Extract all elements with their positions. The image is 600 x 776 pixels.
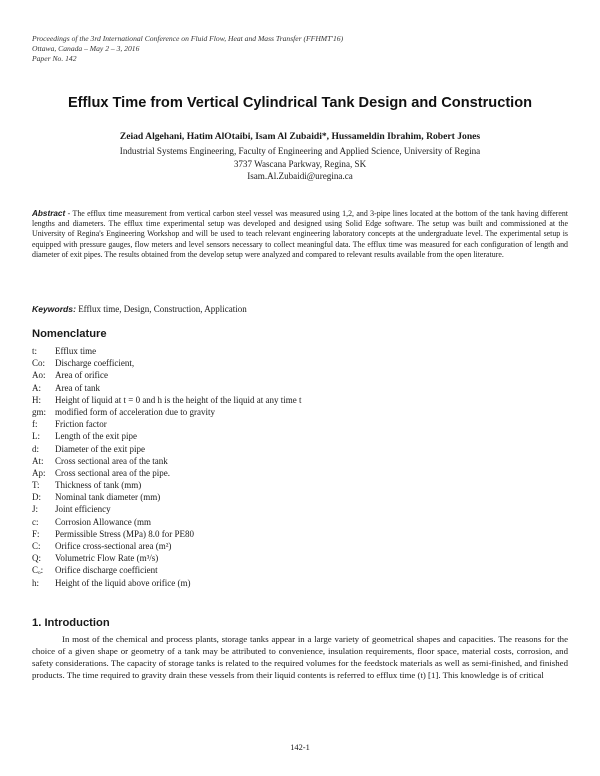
nomenclature-item (32, 443, 302, 455)
nomenclature-symbol: L: (32, 431, 40, 442)
nomenclature-description: Orifice cross-sectional area (m²) (55, 541, 172, 551)
nomenclature-item (32, 394, 302, 406)
nomenclature-item (32, 467, 302, 479)
nomenclature-symbol: h: (32, 577, 40, 588)
introduction-paragraph: In most of the chemical and process plants, storage tanks appear in a large variety of geometrical shapes and capacities. The reasons for the choice of a given shape or geometry of a tank may be attributed to convenience, insulation requirements, floor space, material costs, corrosion, and safety considerations. The capacity of storage tanks is related to the required volumes for the feedstock materials as well as semi-finished, and finished products. The time required to gravity drain these vessels from their liquid contents is referred to efflux time (t) [1]. This knowledge is of critical (32, 634, 568, 680)
nomenclature-item (32, 540, 302, 552)
nomenclature-symbol: A: (32, 382, 41, 393)
nomenclature-item (32, 345, 302, 357)
nomenclature-description: Height of the liquid above orifice (m) (55, 577, 191, 588)
nomenclature-description: Diameter of the exit pipe (55, 443, 145, 454)
nomenclature-symbol: Q: (32, 553, 41, 564)
nomenclature-symbol: T: (32, 480, 40, 491)
nomenclature-symbol: Ap: (32, 467, 46, 478)
affiliation-block (0, 145, 600, 183)
nomenclature-description: Discharge coefficient, (55, 358, 135, 369)
abstract-text: - The efflux time measurement from vertical carbon steel vessel was measured using 1,2, and 3-pipe lines located at the bottom of the tank having different lengths and diameters. The efflux time experimental setup was developed and designed using Solid Edge software. The setup was built and commissioned at the University of Regina's Engineering Workshop and will be used to teach relevant engineering laboratory concepts at the undergraduate level. The experimental setup is equipped with pressure gauges, flow meters and level sensors necessary to collect meaningful data. The efflux time was measured for each configuration of length and diameter of exit pipes. The results obtained from the develop setup were analyzed and compared to relevant results available from the open literature. (32, 209, 568, 259)
nomenclature-heading: Nomenclature (32, 328, 107, 340)
nomenclature-symbol: d: (32, 443, 40, 454)
abstract-section (32, 209, 568, 260)
nomenclature-item (32, 503, 302, 515)
nomenclature-item (32, 516, 302, 528)
nomenclature-description: Friction factor (55, 419, 107, 430)
nomenclature-description: Area of tank (55, 382, 100, 393)
nomenclature-description: Cross sectional area of the pipe. (55, 467, 170, 478)
affiliation-institution: Industrial Systems Engineering, Faculty of Engineering and Applied Science, University of Regina (119, 146, 481, 156)
author-list: Zeiad Algehani, Hatim AlOtaibi, Isam Al Zubaidi*, Hussameldin Ibrahim, Robert Jones (119, 131, 481, 142)
nomenclature-list (32, 345, 302, 589)
nomenclature-description: Joint efficiency (55, 504, 111, 515)
nomenclature-item (32, 577, 302, 589)
nomenclature-description: Thickness of tank (mm) (55, 480, 142, 491)
keywords-label: Keywords: (32, 304, 76, 314)
nomenclature-item (32, 479, 302, 491)
nomenclature-item (32, 357, 302, 369)
nomenclature-symbol: Cₒ: (32, 565, 44, 576)
nomenclature-description: Cross sectional area of the tank (55, 455, 168, 466)
nomenclature-item (32, 369, 302, 381)
nomenclature-description: Permissible Stress (MPa) 8.0 for PE80 (55, 528, 194, 539)
nomenclature-item (32, 491, 302, 503)
nomenclature-symbol: gm: (32, 406, 47, 417)
nomenclature-item (32, 552, 302, 564)
nomenclature-description: Length of the exit pipe (55, 431, 137, 442)
nomenclature-description: Nominal tank diameter (mm) (55, 492, 161, 503)
corresponding-email: Isam.Al.Zubaidi@uregina.ca (247, 171, 353, 182)
nomenclature-symbol: H: (32, 394, 41, 405)
nomenclature-symbol: f: (32, 419, 38, 430)
nomenclature-symbol: Ao: (32, 370, 46, 381)
nomenclature-symbol: t: (32, 346, 38, 356)
nomenclature-symbol: F: (32, 528, 40, 539)
nomenclature-symbol: Co: (32, 358, 46, 369)
nomenclature-item (32, 382, 302, 394)
nomenclature-symbol: C: (32, 541, 41, 551)
page-number: 142-1 (290, 743, 310, 752)
nomenclature-description: Efflux time (55, 346, 97, 356)
nomenclature-item (32, 528, 302, 540)
nomenclature-description: Volumetric Flow Rate (m³/s) (55, 553, 159, 564)
nomenclature-item (32, 564, 302, 576)
nomenclature-description: Orifice discharge coefficient (55, 565, 158, 576)
nomenclature-item (32, 455, 302, 467)
conference-location-line: Ottawa, Canada – May 2 – 3, 2016 (32, 44, 140, 53)
affiliation-address: 3737 Wascana Parkway, Regina, SK (233, 158, 367, 169)
nomenclature-description: Height of liquid at t = 0 and h is the height of the liquid at any time t (55, 394, 302, 405)
paper-number-line: Paper No. 142 (32, 54, 77, 63)
nomenclature-description: Area of orifice (55, 370, 108, 381)
paper-title: Efflux Time from Vertical Cylindrical Tank Design and Construction (67, 95, 533, 111)
nomenclature-symbol: c: (32, 516, 39, 527)
nomenclature-symbol: At: (32, 455, 44, 466)
nomenclature-item (32, 406, 302, 418)
abstract-label: Abstract (32, 209, 66, 218)
introduction-heading: 1. Introduction (32, 617, 110, 629)
proceedings-header (32, 34, 343, 64)
nomenclature-item (32, 418, 302, 430)
nomenclature-symbol: D: (32, 492, 41, 503)
keywords-text: Efflux time, Design, Construction, Application (78, 304, 247, 314)
nomenclature-symbol: J: (32, 504, 39, 515)
keywords-section (32, 304, 568, 314)
proceedings-line: Proceedings of the 3rd International Conference on Fluid Flow, Heat and Mass Transfer (FFHMT'16) (32, 34, 344, 43)
nomenclature-description: modified form of acceleration due to gravity (55, 406, 215, 417)
nomenclature-item (32, 430, 302, 442)
nomenclature-description: Corrosion Allowance (mm (55, 516, 151, 527)
